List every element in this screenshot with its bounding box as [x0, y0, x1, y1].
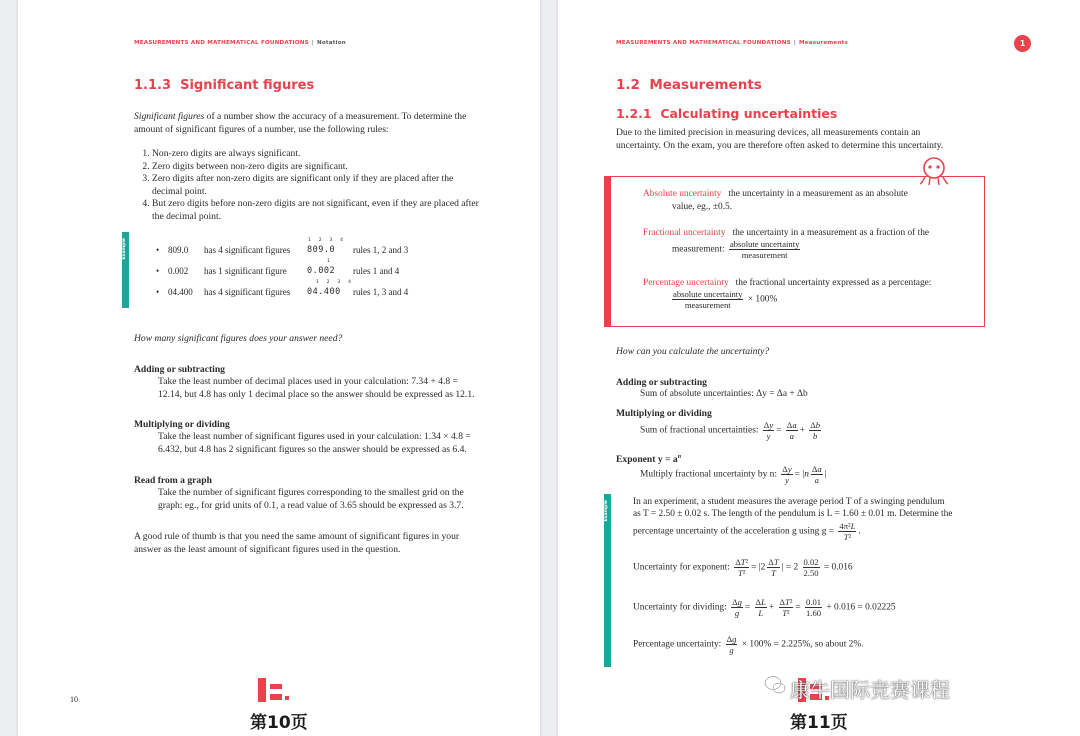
adding-heading: Adding or subtracting [134, 364, 225, 375]
multiplying-text: Take the least number of significant figures used in your calculation: 1.34 × 4.8 = 6.432, but 4.8 has 2 significant figures so the answer should be expressed as 6.4. [158, 431, 471, 455]
adding-formula: Sum of absolute uncertainties: Δy = Δa + Δb [640, 389, 808, 399]
step-exponent: Uncertainty for exponent: $\frac{\text{ΔT²}}{\text{T²}}$ = |2 $\frac{\Delta T}{T}$ | = 2 $\frac{0.02}{2.50}$ = 0.016 [633, 557, 853, 578]
right-page [558, 0, 1080, 736]
adding-text: Take the least number of decimal places used in your calculation: 7.34 + 4.8 = 12.14, but 4.8 has only 1 decimal place so the answer should be expressed as 12.1. [158, 376, 475, 400]
running-head: MEASUREMENTS AND MATHEMATICAL FOUNDATIONS | Notation [134, 40, 346, 46]
thinking-icon [918, 156, 954, 188]
definition-absolute-cont: value, eg., ±0.5. [672, 202, 733, 212]
exponent-heading: Exponent $y = a^n$ [616, 454, 682, 466]
example-line: as T = 2.50 ± 0.02 s. The length of the pendulum is L = 1.60 ± 0.01 m. Determine the [633, 509, 953, 519]
intro-paragraph: Due to the limited precision in measuring devices, all measurements contain an uncertainty. On the exam, you are therefore often asked to determine this uncertainty. [616, 127, 944, 151]
definition-percentage-formula: $\frac{\text{absolute uncertainty}}{\text{measurement}}$ × 100% [673, 289, 778, 310]
definition-absolute: Absolute uncertainty the uncertainty in a measurement as an absolute [643, 189, 908, 199]
example-line: In an experiment, a student measures the average period T of a swinging pendulum [633, 497, 945, 507]
multiplying-heading: Multiplying or dividing [616, 408, 712, 419]
definition-percentage: Percentage uncertainty the fractional uncertainty expressed as a percentage: [643, 278, 932, 288]
example-tab: Example [122, 232, 129, 308]
publisher-logo [258, 678, 302, 704]
definition-fractional: Fractional uncertainty the uncertainty in a measurement as a fraction of the [643, 228, 930, 238]
question: How many significant figures does your answer need? [134, 333, 343, 344]
question: How can you calculate the uncertainty? [616, 346, 770, 357]
rule-item: 1. Non-zero digits are always significant. [152, 148, 479, 161]
page-number: 10 [70, 695, 78, 704]
left-page: MEASUREMENTS AND MATHEMATICAL FOUNDATIONS | Notation 1.1.3 Significant figures Significant figures of a number show the accuracy of a measurement. To determine the amount of significant figures of a number, use the following rules: 1. Non-zero digits are always significant. 2. Zero digits between non-zero digits are significant. 3. Zero digits after non-zero digits are significant only if they are placed after the decimal point. 4. But zero digits before non-zero digits are not significant, even if they are placed after the decimal point. Example • 809.0 has 4 significant figures 1 2 3 4 809.0 rules 1, 2 and 3 • 0.002 has 1 significant figure 1 0.002 rules 1 and 4 • 04.400 has 4 significant figures 1 2 3 4 04.400 rules 1, 3 and 4 How many significant figures does your answer need? Adding or subtracting Take the least number of decimal places used in your calculation: 7.34 + 4.8 = 12.14, but 4.8 has only 1 decimal place so the answer should be expressed as 12.1. Multiplying or dividing Take the least number of significant figures used in your calculation: 1.34 × 4.8 = 6.432, but 4.8 has 2 significant figures so the answer should be expressed as 6.4. Read from a graph Take the number of significant figures corresponding to the smallest grid on the graph: eg., for grid units of 0.1, a read value of 3.65 should be expressed as 3.7. A good rule of thumb is that you need the same amount of significant figures in your answer as the least amount of significant figures used in the question. 10 第10页 [18, 0, 540, 736]
example-line: percentage uncertainty of the acceleration g using g = $\frac{\text{4π²L}}{\text{T²}}$ . [633, 521, 861, 542]
multiplying-formula: Sum of fractional uncertainties: $\frac{\Delta y}{y}$ = $\frac{\Delta a}{a}$ + $\frac{\Delta b}{b}$ [640, 420, 821, 441]
subsection-heading: 1.2.1 Calculating uncertainties [616, 106, 838, 121]
rules-list [138, 148, 479, 223]
exponent-formula: Multiply fractional uncertainty by n: $\frac{\Delta y}{y}$ = |n $\frac{\Delta a}{a}$ | [640, 464, 827, 485]
multiplying-heading: Multiplying or dividing [134, 419, 230, 430]
step-percentage: Percentage uncertainty: $\frac{\Delta g}{g}$ × 100% = 2.225%, so about 2%. [633, 634, 864, 655]
definition-fractional-formula: measurement: $\frac{\text{absolute uncertainty}}{\text{measurement}}$ [672, 239, 800, 260]
intro-paragraph: Significant figures of a number show the accuracy of a measurement. To determine the amount of significant figures of a number, use the following rules: [134, 111, 467, 135]
rule-of-thumb: A good rule of thumb is that you need the same amount of significant figures in your answer as the least amount of significant figures used in the question. [134, 531, 460, 555]
running-head: MEASUREMENTS AND MATHEMATICAL FOUNDATIONS | Measurements [616, 40, 848, 46]
graph-text: Take the number of significant figures corresponding to the smallest grid on the graph: eg., for grid units of 0.1, a read value of 3.65 should be expressed as 3.7. [158, 487, 464, 511]
section-heading: 1.1.3 Significant figures [134, 78, 315, 93]
graph-heading: Read from a graph [134, 475, 212, 486]
section-heading: 1.2 Measurements [616, 77, 762, 93]
page-label: 第11页 [790, 713, 848, 733]
step-dividing: Uncertainty for dividing: $\frac{\Delta g}{g}$ = $\frac{\Delta L}{L}$ + $\frac{\text{ΔT²}}{\text{T²}}$ = $\frac{0.01}{1.60}$ + 0.016 = 0.02225 [633, 597, 896, 618]
adding-heading: Adding or subtracting [616, 377, 707, 388]
example-tab: Example [604, 494, 611, 667]
wechat-icon [764, 675, 786, 695]
rule-item: 4. But zero digits before non-zero digits are not significant, even if they are placed after the decimal point. [152, 198, 479, 223]
chapter-badge: 1 [1014, 35, 1031, 52]
watermark: 康牛国际竞赛课程 [790, 678, 950, 702]
rule-item: 2. Zero digits between non-zero digits are significant. [152, 161, 479, 174]
page-label: 第10页 [250, 713, 308, 733]
rule-item: 3. Zero digits after non-zero digits are significant only if they are placed after the decimal point. [152, 173, 479, 198]
